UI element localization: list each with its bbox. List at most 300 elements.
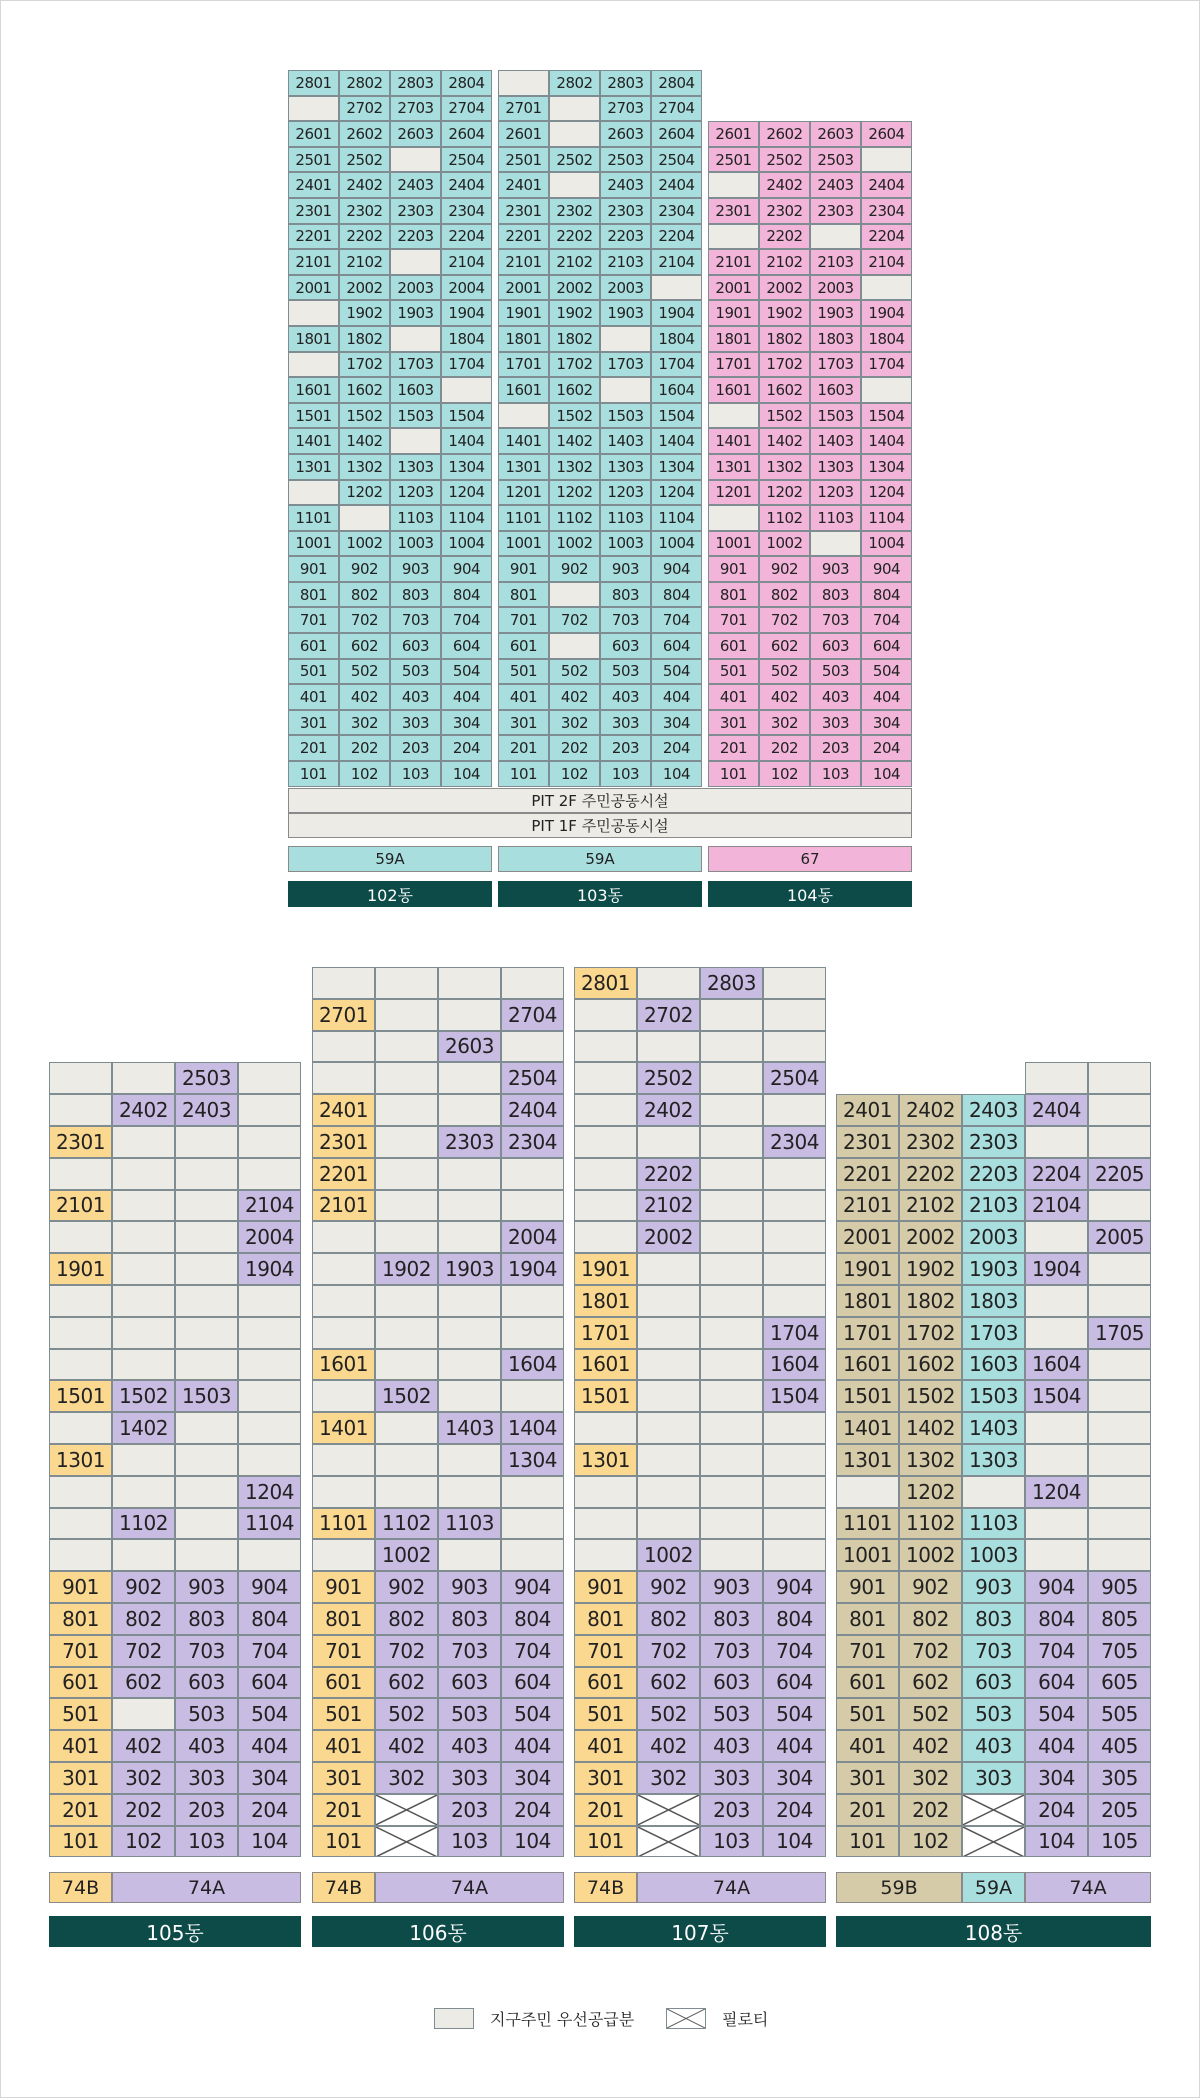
resident-priority-cell — [438, 1285, 501, 1317]
unit-cell: 2402 — [759, 172, 810, 198]
unit-cell: 1802 — [339, 326, 390, 352]
unit-cell: 1102 — [899, 1508, 962, 1540]
unit-cell: 802 — [375, 1603, 438, 1635]
unit-cell: 1601 — [836, 1349, 899, 1381]
unit-cell: 1601 — [708, 377, 759, 403]
resident-priority-cell — [49, 1349, 112, 1381]
resident-priority-cell — [574, 1062, 637, 1094]
unit-cell: 2504 — [501, 1062, 564, 1094]
unit-cell: 1801 — [498, 326, 549, 352]
resident-priority-cell — [49, 1539, 112, 1571]
unit-cell: 2304 — [861, 198, 912, 224]
unit-cell: 2703 — [600, 96, 651, 122]
unit-cell: 403 — [438, 1730, 501, 1762]
unit-cell: 2204 — [861, 224, 912, 250]
unit-type-label: 74A — [375, 1872, 564, 1903]
unit-cell: 1802 — [899, 1285, 962, 1317]
unit-cell: 1002 — [549, 531, 600, 557]
resident-priority-cell — [700, 1444, 763, 1476]
unit-cell: 702 — [339, 607, 390, 633]
unit-cell: 703 — [390, 607, 441, 633]
resident-priority-cell — [375, 1158, 438, 1190]
unit-cell: 2604 — [651, 121, 702, 147]
unit-cell: 301 — [708, 710, 759, 736]
unit-cell: 1502 — [899, 1380, 962, 1412]
unit-cell: 904 — [651, 556, 702, 582]
unit-cell: 2601 — [708, 121, 759, 147]
resident-priority-cell — [574, 999, 637, 1031]
unit-cell: 2302 — [899, 1126, 962, 1158]
unit-cell: 105 — [1088, 1826, 1151, 1858]
resident-priority-cell — [600, 377, 651, 403]
unit-cell: 604 — [651, 633, 702, 659]
unit-cell: 1703 — [962, 1317, 1025, 1349]
unit-cell: 1301 — [836, 1444, 899, 1476]
resident-priority-cell — [390, 249, 441, 275]
resident-priority-cell — [861, 377, 912, 403]
unit-cell: 203 — [438, 1794, 501, 1826]
unit-cell: 705 — [1088, 1635, 1151, 1667]
unit-cell: 1301 — [498, 454, 549, 480]
legend-label-piloti: 필로티 — [722, 2010, 769, 2029]
unit-type-bar — [312, 1872, 564, 1903]
unit-cell: 1101 — [288, 505, 339, 531]
unit-cell: 904 — [441, 556, 492, 582]
unit-cell: 2202 — [339, 224, 390, 250]
piloti-cell — [962, 1826, 1025, 1858]
unit-cell: 1704 — [651, 352, 702, 378]
unit-cell: 1502 — [339, 403, 390, 429]
unit-cell: 604 — [441, 633, 492, 659]
unit-cell: 801 — [498, 582, 549, 608]
unit-cell: 404 — [651, 684, 702, 710]
unit-cell: 2403 — [175, 1094, 238, 1126]
unit-cell: 2404 — [501, 1094, 564, 1126]
unit-cell: 703 — [810, 607, 861, 633]
unit-cell: 1504 — [763, 1380, 826, 1412]
unit-grid — [574, 967, 826, 1857]
unit-cell: 2402 — [637, 1094, 700, 1126]
unit-cell: 904 — [763, 1571, 826, 1603]
unit-cell: 701 — [288, 607, 339, 633]
resident-priority-cell — [438, 1444, 501, 1476]
unit-cell: 701 — [708, 607, 759, 633]
unit-cell: 702 — [112, 1635, 175, 1667]
resident-priority-cell — [438, 1190, 501, 1222]
unit-cell: 902 — [899, 1571, 962, 1603]
unit-cell: 1503 — [175, 1380, 238, 1412]
resident-priority-cell — [438, 999, 501, 1031]
unit-cell: 2003 — [390, 275, 441, 301]
unit-cell: 502 — [899, 1698, 962, 1730]
unit-cell: 701 — [49, 1635, 112, 1667]
unit-cell: 601 — [836, 1667, 899, 1699]
resident-priority-cell — [1025, 1285, 1088, 1317]
unit-cell: 1404 — [861, 428, 912, 454]
unit-cell: 104 — [651, 761, 702, 787]
unit-cell: 2201 — [498, 224, 549, 250]
unit-type-label: 59A — [288, 846, 492, 872]
unit-cell: 1801 — [708, 326, 759, 352]
unit-cell: 202 — [112, 1794, 175, 1826]
unit-cell: 1001 — [708, 531, 759, 557]
unit-cell: 2304 — [441, 198, 492, 224]
unit-cell: 1501 — [288, 403, 339, 429]
resident-priority-cell — [375, 1476, 438, 1508]
unit-cell: 1501 — [574, 1380, 637, 1412]
unit-cell: 2004 — [501, 1221, 564, 1253]
building-name-label: 103동 — [498, 881, 702, 907]
resident-priority-cell — [112, 1317, 175, 1349]
resident-priority-cell — [1025, 1317, 1088, 1349]
unit-cell: 504 — [441, 659, 492, 685]
building-106 — [312, 967, 564, 1857]
unit-cell: 2704 — [501, 999, 564, 1031]
building-104 — [708, 70, 912, 787]
unit-cell: 1404 — [651, 428, 702, 454]
unit-cell: 103 — [600, 761, 651, 787]
unit-cell: 902 — [759, 556, 810, 582]
unit-cell: 1601 — [312, 1349, 375, 1381]
unit-cell: 303 — [438, 1762, 501, 1794]
unit-cell: 1302 — [549, 454, 600, 480]
unit-cell: 204 — [763, 1794, 826, 1826]
resident-priority-cell — [441, 377, 492, 403]
unit-cell: 2201 — [836, 1158, 899, 1190]
unit-cell: 803 — [962, 1603, 1025, 1635]
resident-priority-cell — [637, 1031, 700, 1063]
unit-cell: 101 — [498, 761, 549, 787]
resident-priority-cell — [501, 967, 564, 999]
unit-cell: 401 — [49, 1730, 112, 1762]
resident-priority-cell — [700, 999, 763, 1031]
unit-cell: 802 — [112, 1603, 175, 1635]
unit-cell: 2101 — [836, 1190, 899, 1222]
resident-priority-cell — [763, 967, 826, 999]
unit-cell: 103 — [438, 1826, 501, 1858]
unit-cell: 901 — [312, 1571, 375, 1603]
unit-cell: 2005 — [1088, 1221, 1151, 1253]
building-103 — [498, 70, 702, 787]
resident-priority-cell — [375, 1031, 438, 1063]
resident-priority-cell — [700, 1412, 763, 1444]
unit-cell: 602 — [339, 633, 390, 659]
unit-cell: 1103 — [962, 1508, 1025, 1540]
unit-cell: 1402 — [112, 1412, 175, 1444]
unit-cell: 401 — [498, 684, 549, 710]
unit-cell: 802 — [339, 582, 390, 608]
unit-cell: 2001 — [708, 275, 759, 301]
unit-cell: 801 — [708, 582, 759, 608]
unit-cell: 303 — [962, 1762, 1025, 1794]
unit-cell: 1704 — [861, 352, 912, 378]
unit-cell: 2104 — [238, 1190, 301, 1222]
resident-priority-cell — [339, 505, 390, 531]
unit-cell: 604 — [861, 633, 912, 659]
unit-cell: 1402 — [339, 428, 390, 454]
unit-cell: 1603 — [962, 1349, 1025, 1381]
unit-cell: 503 — [438, 1698, 501, 1730]
unit-cell: 104 — [861, 761, 912, 787]
unit-grid — [288, 70, 492, 787]
unit-cell: 2301 — [836, 1126, 899, 1158]
resident-priority-cell — [112, 1476, 175, 1508]
unit-cell: 802 — [759, 582, 810, 608]
resident-priority-cell — [498, 70, 549, 96]
resident-priority-cell — [1088, 1380, 1151, 1412]
unit-cell: 1102 — [759, 505, 810, 531]
unit-cell: 1202 — [339, 480, 390, 506]
unit-cell: 1001 — [288, 531, 339, 557]
resident-priority-cell — [574, 1412, 637, 1444]
unit-cell: 1804 — [441, 326, 492, 352]
unit-cell: 604 — [1025, 1667, 1088, 1699]
unit-grid — [49, 1062, 301, 1857]
unit-cell: 2603 — [810, 121, 861, 147]
unit-cell: 1102 — [549, 505, 600, 531]
resident-priority-cell — [1025, 1221, 1088, 1253]
unit-cell: 1902 — [549, 300, 600, 326]
unit-cell: 1503 — [810, 403, 861, 429]
unit-cell: 1402 — [899, 1412, 962, 1444]
resident-priority-cell — [763, 1539, 826, 1571]
unit-cell: 1101 — [498, 505, 549, 531]
resident-priority-cell — [861, 275, 912, 301]
unit-cell: 401 — [708, 684, 759, 710]
resident-priority-cell — [708, 172, 759, 198]
resident-priority-cell — [288, 96, 339, 122]
unit-cell: 1204 — [441, 480, 492, 506]
resident-priority-cell — [574, 1508, 637, 1540]
unit-cell: 603 — [810, 633, 861, 659]
resident-priority-cell — [763, 999, 826, 1031]
unit-cell: 1301 — [288, 454, 339, 480]
resident-priority-cell — [700, 1349, 763, 1381]
resident-priority-cell — [763, 1221, 826, 1253]
resident-priority-cell — [49, 1476, 112, 1508]
unit-cell: 2303 — [810, 198, 861, 224]
unit-type-label: 74A — [637, 1872, 826, 1903]
unit-cell: 504 — [501, 1698, 564, 1730]
unit-cell: 1602 — [759, 377, 810, 403]
resident-priority-cell — [962, 1476, 1025, 1508]
unit-cell: 104 — [441, 761, 492, 787]
unit-cell: 1203 — [810, 480, 861, 506]
unit-cell: 701 — [498, 607, 549, 633]
unit-cell: 1702 — [759, 352, 810, 378]
unit-cell: 403 — [700, 1730, 763, 1762]
resident-priority-cell — [438, 1158, 501, 1190]
resident-priority-cell — [238, 1094, 301, 1126]
resident-priority-cell — [763, 1253, 826, 1285]
resident-priority-cell — [312, 1031, 375, 1063]
unit-cell: 301 — [49, 1762, 112, 1794]
unit-cell: 502 — [375, 1698, 438, 1730]
unit-cell: 901 — [49, 1571, 112, 1603]
resident-priority-cell — [175, 1476, 238, 1508]
unit-cell: 903 — [600, 556, 651, 582]
resident-priority-cell — [438, 1380, 501, 1412]
unit-cell: 1903 — [438, 1253, 501, 1285]
unit-cell: 304 — [238, 1762, 301, 1794]
resident-priority-cell — [238, 1412, 301, 1444]
unit-cell: 1302 — [759, 454, 810, 480]
unit-cell: 104 — [501, 1826, 564, 1858]
unit-cell: 1804 — [861, 326, 912, 352]
resident-priority-cell — [438, 1539, 501, 1571]
unit-cell: 1801 — [836, 1285, 899, 1317]
building-name-label: 108동 — [836, 1916, 1151, 1947]
piloti-cell — [637, 1794, 700, 1826]
resident-priority-cell — [49, 1285, 112, 1317]
unit-cell: 601 — [574, 1667, 637, 1699]
resident-priority-cell — [501, 1317, 564, 1349]
unit-cell: 2503 — [175, 1062, 238, 1094]
unit-type-label: 74B — [312, 1872, 375, 1903]
unit-cell: 1203 — [390, 480, 441, 506]
unit-cell: 302 — [759, 710, 810, 736]
unit-cell: 2304 — [763, 1126, 826, 1158]
resident-priority-cell — [1088, 1412, 1151, 1444]
unit-cell: 2302 — [339, 198, 390, 224]
unit-cell: 303 — [600, 710, 651, 736]
unit-cell: 2203 — [600, 224, 651, 250]
resident-priority-cell — [175, 1221, 238, 1253]
unit-cell: 2303 — [962, 1126, 1025, 1158]
unit-cell: 402 — [759, 684, 810, 710]
unit-cell: 203 — [810, 735, 861, 761]
unit-cell: 1904 — [238, 1253, 301, 1285]
resident-priority-cell — [700, 1380, 763, 1412]
unit-cell: 704 — [861, 607, 912, 633]
unit-cell: 1803 — [810, 326, 861, 352]
unit-cell: 1202 — [549, 480, 600, 506]
unit-cell: 2302 — [549, 198, 600, 224]
unit-cell: 804 — [1025, 1603, 1088, 1635]
unit-cell: 501 — [836, 1698, 899, 1730]
unit-cell: 404 — [441, 684, 492, 710]
resident-priority-cell — [49, 1094, 112, 1126]
resident-priority-cell — [574, 1221, 637, 1253]
unit-cell: 2804 — [441, 70, 492, 96]
unit-cell: 101 — [288, 761, 339, 787]
unit-cell: 1401 — [312, 1412, 375, 1444]
unit-cell: 2303 — [600, 198, 651, 224]
unit-cell: 703 — [438, 1635, 501, 1667]
empty-space — [962, 1062, 1025, 1094]
unit-cell: 1703 — [600, 352, 651, 378]
unit-cell: 701 — [574, 1635, 637, 1667]
unit-cell: 804 — [501, 1603, 564, 1635]
unit-cell: 604 — [238, 1667, 301, 1699]
resident-priority-cell — [651, 275, 702, 301]
unit-cell: 704 — [763, 1635, 826, 1667]
unit-cell: 1504 — [1025, 1380, 1088, 1412]
unit-cell: 1802 — [759, 326, 810, 352]
unit-cell: 502 — [637, 1698, 700, 1730]
unit-grid — [498, 70, 702, 787]
unit-cell: 502 — [339, 659, 390, 685]
unit-cell: 503 — [175, 1698, 238, 1730]
resident-priority-cell — [238, 1349, 301, 1381]
unit-cell: 104 — [238, 1826, 301, 1858]
unit-cell: 603 — [700, 1667, 763, 1699]
unit-cell: 704 — [501, 1635, 564, 1667]
unit-cell: 2802 — [339, 70, 390, 96]
unit-cell: 1403 — [810, 428, 861, 454]
unit-cell: 2504 — [651, 147, 702, 173]
unit-cell: 2002 — [899, 1221, 962, 1253]
unit-cell: 1701 — [836, 1317, 899, 1349]
resident-priority-cell — [1088, 1126, 1151, 1158]
unit-cell: 701 — [836, 1635, 899, 1667]
resident-priority-cell — [574, 1539, 637, 1571]
unit-cell: 805 — [1088, 1603, 1151, 1635]
resident-priority-cell — [375, 1317, 438, 1349]
resident-priority-cell — [549, 121, 600, 147]
unit-cell: 301 — [288, 710, 339, 736]
unit-cell: 903 — [438, 1571, 501, 1603]
resident-priority-cell — [238, 1444, 301, 1476]
unit-cell: 2202 — [899, 1158, 962, 1190]
unit-cell: 1103 — [390, 505, 441, 531]
unit-cell: 2704 — [441, 96, 492, 122]
unit-cell: 2501 — [708, 147, 759, 173]
resident-priority-cell — [700, 1031, 763, 1063]
resident-priority-cell — [708, 505, 759, 531]
unit-cell: 503 — [810, 659, 861, 685]
resident-priority-cell — [498, 403, 549, 429]
unit-cell: 1604 — [651, 377, 702, 403]
unit-cell: 301 — [836, 1762, 899, 1794]
unit-cell: 302 — [375, 1762, 438, 1794]
unit-cell: 2301 — [49, 1126, 112, 1158]
unit-cell: 2603 — [390, 121, 441, 147]
unit-cell: 103 — [700, 1826, 763, 1858]
empty-space — [836, 1062, 899, 1094]
unit-cell: 1903 — [962, 1253, 1025, 1285]
unit-cell: 1904 — [441, 300, 492, 326]
resident-priority-cell — [112, 1444, 175, 1476]
unit-cell: 904 — [238, 1571, 301, 1603]
resident-priority-cell — [238, 1126, 301, 1158]
unit-cell: 1203 — [600, 480, 651, 506]
unit-cell: 601 — [288, 633, 339, 659]
unit-cell: 2704 — [651, 96, 702, 122]
unit-cell: 901 — [574, 1571, 637, 1603]
unit-type-label: 74A — [1025, 1872, 1151, 1903]
unit-cell: 202 — [549, 735, 600, 761]
resident-priority-cell — [637, 1508, 700, 1540]
unit-cell: 2501 — [498, 147, 549, 173]
unit-cell: 104 — [763, 1826, 826, 1858]
unit-cell: 1901 — [49, 1253, 112, 1285]
unit-cell: 2504 — [763, 1062, 826, 1094]
unit-cell: 501 — [312, 1698, 375, 1730]
unit-cell: 2601 — [498, 121, 549, 147]
unit-cell: 101 — [312, 1826, 375, 1858]
unit-type-label: 59A — [498, 846, 702, 872]
resident-priority-cell — [574, 1094, 637, 1126]
resident-priority-cell — [700, 1062, 763, 1094]
resident-priority-cell — [637, 1349, 700, 1381]
unit-cell: 2101 — [708, 249, 759, 275]
unit-type-bar — [288, 846, 492, 872]
unit-cell: 1003 — [962, 1539, 1025, 1571]
unit-cell: 2201 — [312, 1158, 375, 1190]
unit-cell: 1104 — [861, 505, 912, 531]
unit-cell: 102 — [549, 761, 600, 787]
